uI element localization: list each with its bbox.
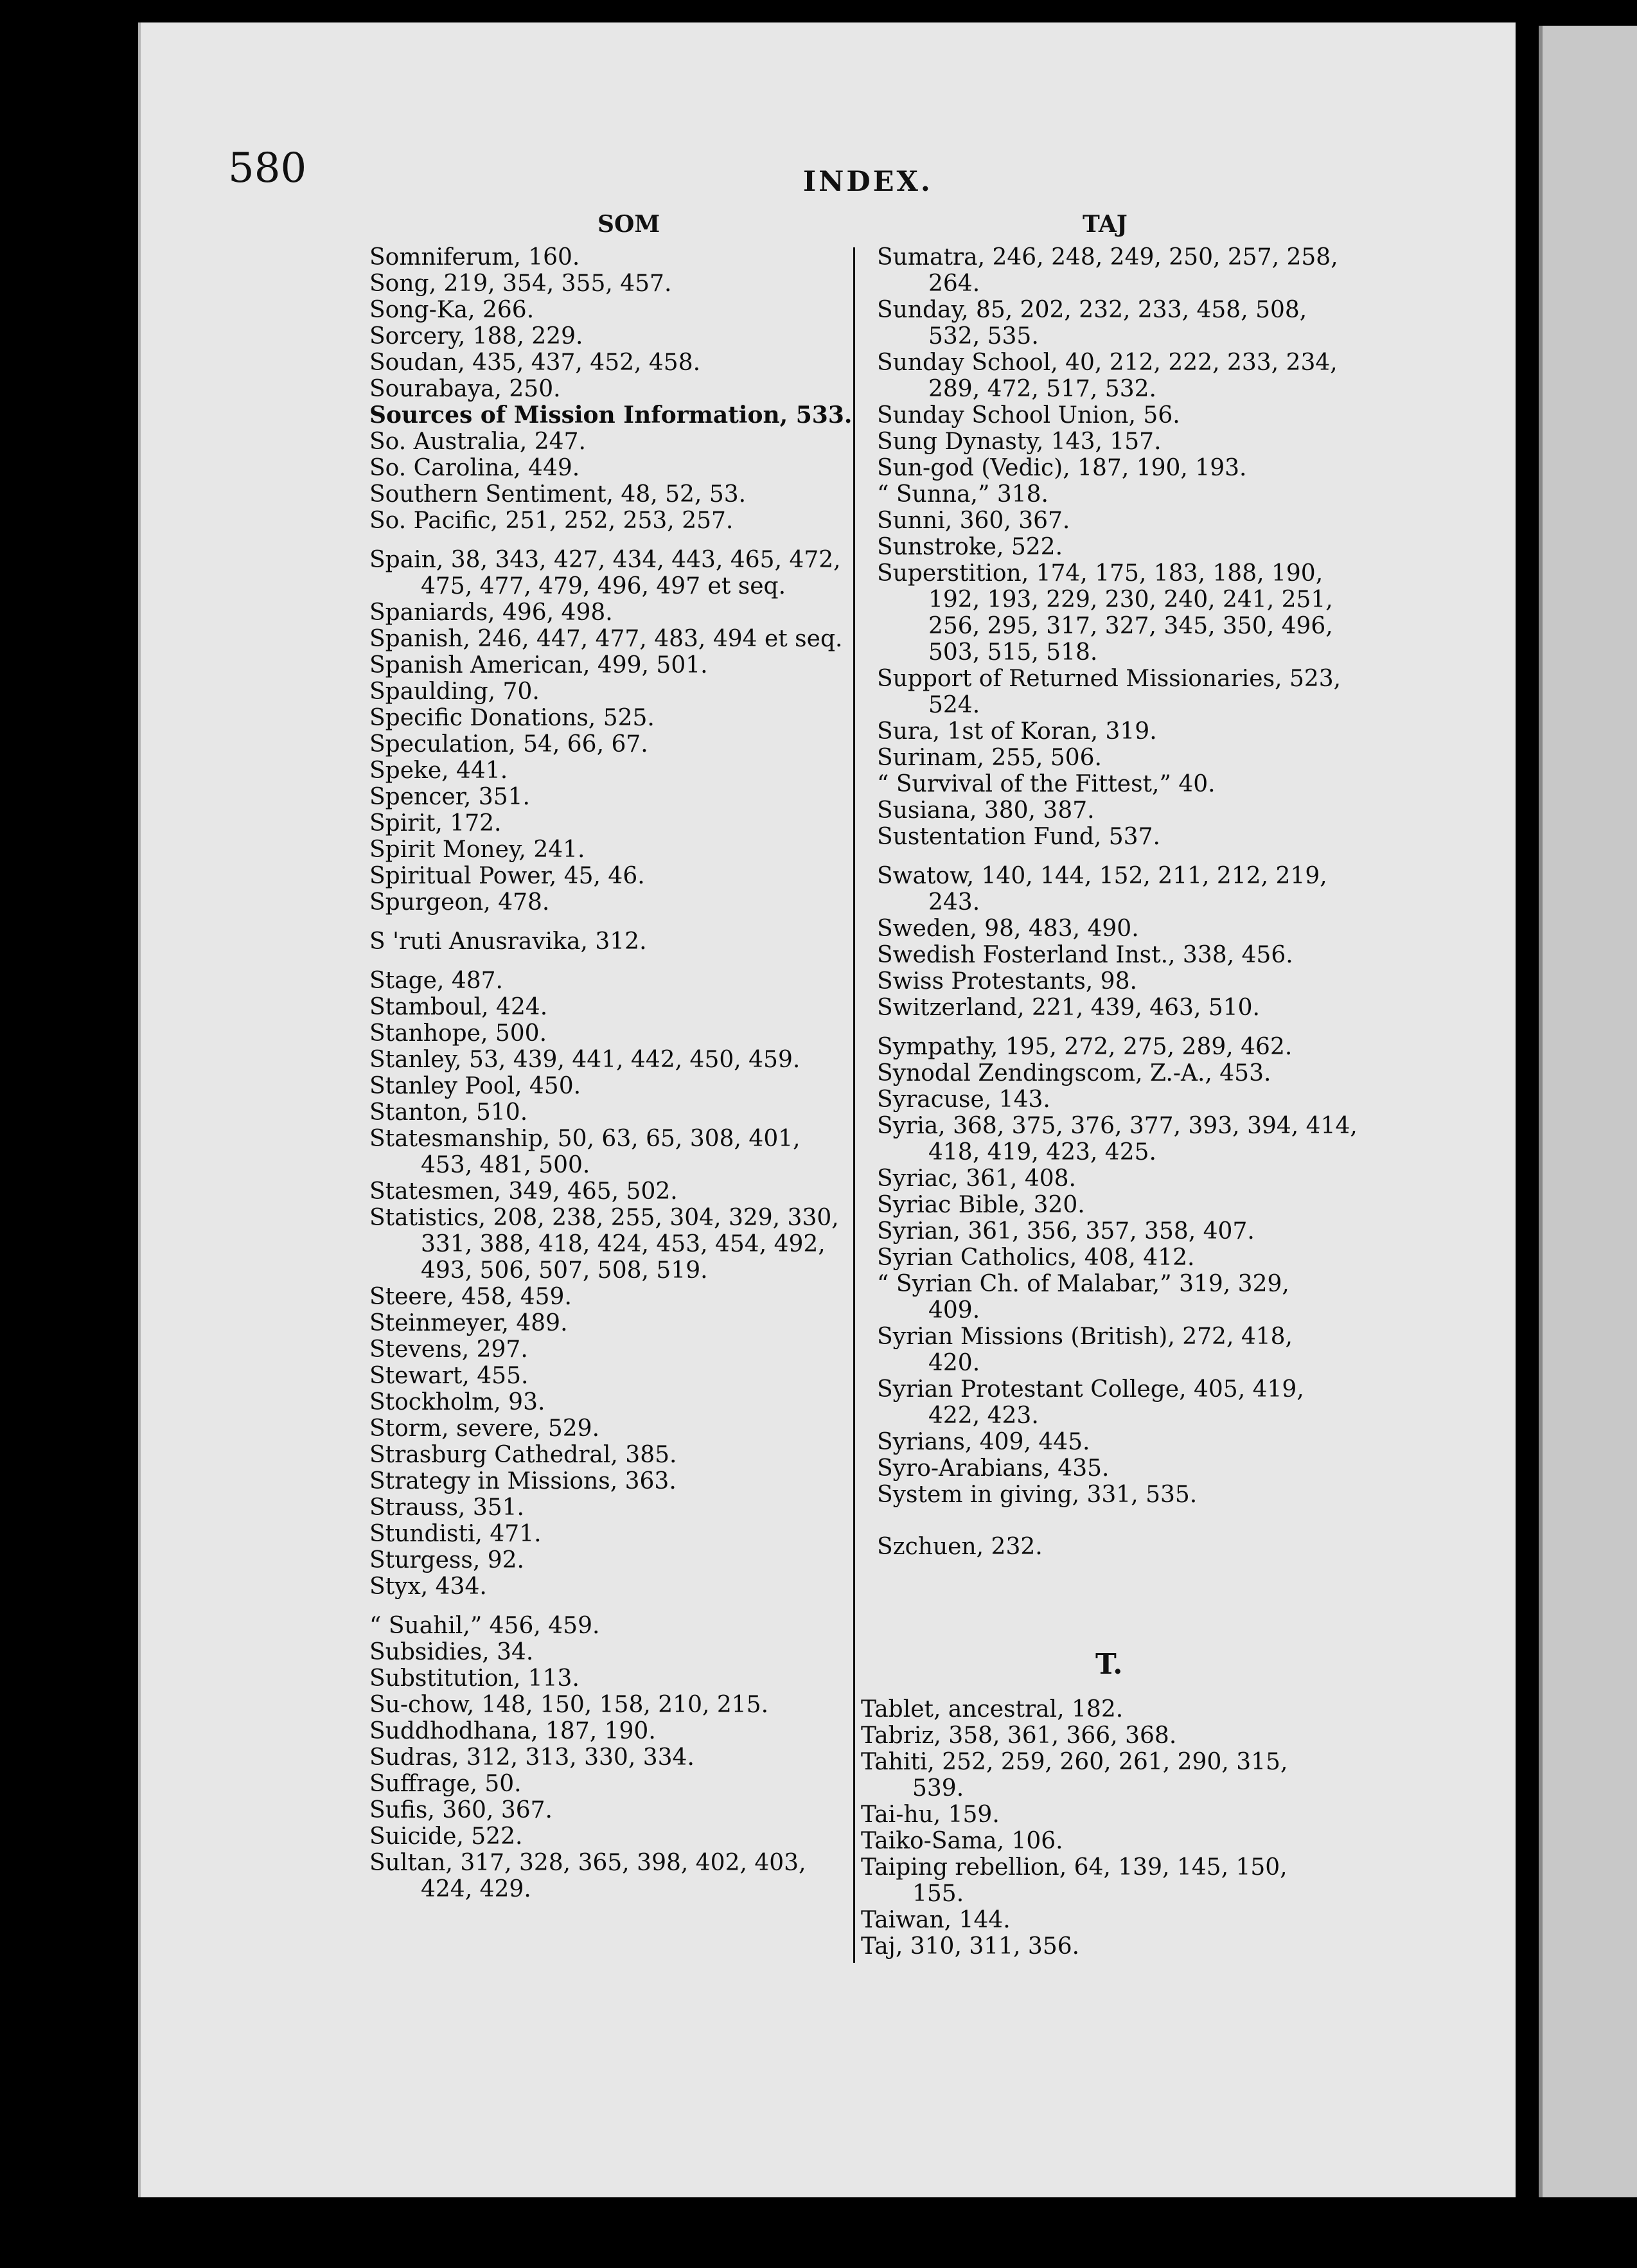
index-entry: Syrians, 409, 445. (877, 1429, 1090, 1455)
index-entry: Statesmanship, 50, 63, 65, 308, 401, (369, 1126, 801, 1152)
index-entry: Syria, 368, 375, 376, 377, 393, 394, 414, (877, 1113, 1358, 1139)
index-entry-continuation: 264. (928, 270, 980, 297)
page-number: 580 (228, 145, 307, 192)
index-entry: Subsidies, 34. (369, 1639, 534, 1665)
index-entry-continuation: 503, 515, 518. (928, 639, 1098, 666)
index-entry: Stage, 487. (369, 968, 503, 994)
right-index-column (877, 244, 1378, 1560)
index-entry: Sweden, 98, 483, 490. (877, 916, 1139, 942)
index-entry: Spencer, 351. (369, 784, 530, 810)
index-entry: Sources of Mission Information, 533. (369, 402, 853, 429)
index-entry-continuation: 192, 193, 229, 230, 240, 241, 251, (928, 587, 1333, 613)
index-entry: Swedish Fosterland Inst., 338, 456. (877, 942, 1293, 968)
index-entry: Spurgeon, 478. (369, 889, 550, 916)
index-entry: Substitution, 113. (369, 1665, 580, 1692)
index-entry: Syro-Arabians, 435. (877, 1455, 1110, 1482)
index-entry: S 'ruti Anusravika, 312. (369, 928, 647, 955)
index-entry: Su-chow, 148, 150, 158, 210, 215. (369, 1692, 769, 1718)
t-index-column (861, 1696, 1287, 1960)
index-entry-continuation: 532, 535. (928, 323, 1039, 350)
index-entry: Speculation, 54, 66, 67. (369, 731, 648, 757)
index-entry: Strasburg Cathedral, 385. (369, 1442, 677, 1468)
index-entry: Sultan, 317, 328, 365, 398, 402, 403, (369, 1850, 806, 1876)
left-column-head: SOM (597, 211, 660, 238)
index-entry: Syrian, 361, 356, 357, 358, 407. (877, 1218, 1255, 1245)
index-entry: Swiss Protestants, 98. (877, 968, 1137, 995)
index-entry: Surinam, 255, 506. (877, 745, 1102, 771)
index-entry: Spaniards, 496, 498. (369, 599, 613, 626)
facing-page-edge (1539, 26, 1637, 2197)
index-entry-continuation: 420. (928, 1350, 980, 1376)
index-entry-continuation: 289, 472, 517, 532. (928, 376, 1156, 402)
index-entry: Southern Sentiment, 48, 52, 53. (369, 481, 747, 508)
index-entry-continuation: 409. (928, 1297, 980, 1324)
index-entry: Steinmeyer, 489. (369, 1310, 568, 1336)
index-entry: Stundisti, 471. (369, 1521, 542, 1547)
index-entry: System in giving, 331, 535. (877, 1482, 1198, 1508)
page-title: INDEX. (803, 166, 933, 198)
index-entry: Taiko-Sama, 106. (861, 1828, 1063, 1854)
index-entry: Suicide, 522. (369, 1823, 523, 1850)
index-entry: Support of Returned Missionaries, 523, (877, 666, 1341, 692)
index-entry-continuation: 493, 506, 507, 508, 519. (421, 1257, 708, 1284)
index-entry: Synodal Zendingscom, Z.-A., 453. (877, 1060, 1271, 1086)
index-entry: Tahiti, 252, 259, 260, 261, 290, 315, (861, 1749, 1288, 1775)
index-entry: Somniferum, 160. (369, 244, 580, 270)
index-entry-continuation: 539. (912, 1775, 964, 1802)
index-entry: Stanhope, 500. (369, 1020, 547, 1047)
index-entry: “ Suahil,” 456, 459. (369, 1613, 600, 1639)
index-entry-continuation: 422, 423. (928, 1403, 1039, 1429)
index-entry: Syrian Catholics, 408, 412. (877, 1245, 1195, 1271)
index-entry: Stevens, 297. (369, 1336, 528, 1363)
index-entry: Statesmen, 349, 465, 502. (369, 1178, 678, 1205)
index-entry-continuation: 331, 388, 418, 424, 453, 454, 492, (421, 1231, 826, 1257)
index-entry: Syriac, 361, 408. (877, 1165, 1076, 1192)
index-entry: Spaulding, 70. (369, 678, 540, 705)
index-entry: Sumatra, 246, 248, 249, 250, 257, 258, (877, 244, 1338, 270)
index-entry: Switzerland, 221, 439, 463, 510. (877, 995, 1260, 1021)
index-entry: So. Australia, 247. (369, 429, 586, 455)
index-entry-continuation: 424, 429. (421, 1876, 531, 1902)
index-entry: Storm, severe, 529. (369, 1415, 600, 1442)
index-entry: Spirit Money, 241. (369, 837, 585, 863)
index-entry-continuation: 524. (928, 692, 980, 718)
index-entry: Statistics, 208, 238, 255, 304, 329, 330, (369, 1205, 839, 1231)
index-entry: Stockholm, 93. (369, 1389, 545, 1415)
index-entry: Swatow, 140, 144, 152, 211, 212, 219, (877, 863, 1327, 889)
index-entry-continuation: 453, 481, 500. (421, 1152, 590, 1178)
left-index-column (369, 244, 853, 1902)
index-entry: Taj, 310, 311, 356. (861, 1933, 1080, 1960)
index-entry: Spiritual Power, 45, 46. (369, 863, 645, 889)
index-entry: So. Carolina, 449. (369, 455, 580, 481)
index-entry: Tabriz, 358, 361, 366, 368. (861, 1723, 1177, 1749)
index-entry: Styx, 434. (369, 1573, 487, 1600)
index-entry: Szchuen, 232. (877, 1534, 1043, 1560)
index-entry: Tai-hu, 159. (861, 1802, 1000, 1828)
index-entry: Strauss, 351. (369, 1494, 524, 1521)
section-letter-heading: T. (1095, 1648, 1123, 1681)
column-divider (853, 247, 855, 1963)
index-entry: “ Survival of the Fittest,” 40. (877, 771, 1216, 797)
index-entry: Sung Dynasty, 143, 157. (877, 429, 1162, 455)
index-entry: Sunday, 85, 202, 232, 233, 458, 508, (877, 297, 1307, 323)
index-entry: Spanish, 246, 447, 477, 483, 494 et seq. (369, 626, 843, 652)
index-entry: Speke, 441. (369, 757, 508, 784)
index-entry: Soudan, 435, 437, 452, 458. (369, 350, 701, 376)
index-entry: Stanley, 53, 439, 441, 442, 450, 459. (369, 1047, 801, 1073)
index-entry: Stamboul, 424. (369, 994, 548, 1020)
index-entry: Superstition, 174, 175, 183, 188, 190, (877, 560, 1323, 587)
index-entry: Syriac Bible, 320. (877, 1192, 1085, 1218)
index-entry: Syrian Protestant College, 405, 419, (877, 1376, 1304, 1403)
index-entry: “ Syrian Ch. of Malabar,” 319, 329, (877, 1271, 1289, 1297)
index-entry: “ Sunna,” 318. (877, 481, 1049, 508)
index-entry: Sunstroke, 522. (877, 534, 1063, 560)
index-entry: Stanton, 510. (369, 1099, 528, 1126)
index-entry: Sura, 1st of Koran, 319. (877, 718, 1157, 745)
index-entry: Taiping rebellion, 64, 139, 145, 150, (861, 1854, 1287, 1881)
index-entry: Stewart, 455. (369, 1363, 529, 1389)
index-entry: Tablet, ancestral, 182. (861, 1696, 1124, 1723)
index-entry: Sunday School, 40, 212, 222, 233, 234, (877, 350, 1338, 376)
index-entry: Spirit, 172. (369, 810, 502, 837)
index-entry: Sunday School Union, 56. (877, 402, 1180, 429)
index-entry-continuation: 155. (912, 1881, 964, 1907)
index-entry-continuation: 418, 419, 423, 425. (928, 1139, 1156, 1165)
index-entry: Song-Ka, 266. (369, 297, 535, 323)
index-entry: Stanley Pool, 450. (369, 1073, 581, 1099)
index-entry: Spain, 38, 343, 427, 434, 443, 465, 472, (369, 547, 841, 573)
index-entry-continuation: 243. (928, 889, 980, 916)
index-entry: Sturgess, 92. (369, 1547, 524, 1573)
index-entry: Susiana, 380, 387. (877, 797, 1095, 824)
index-entry: Sympathy, 195, 272, 275, 289, 462. (877, 1034, 1293, 1060)
index-entry: Sorcery, 188, 229. (369, 323, 583, 350)
index-entry: Syrian Missions (British), 272, 418, (877, 1324, 1293, 1350)
index-entry: Sunni, 360, 367. (877, 508, 1070, 534)
index-entry: Syracuse, 143. (877, 1086, 1050, 1113)
right-column-head: TAJ (1083, 211, 1128, 238)
index-entry: Sufis, 360, 367. (369, 1797, 553, 1823)
index-entry-continuation: 256, 295, 317, 327, 345, 350, 496, (928, 613, 1333, 639)
index-entry: Song, 219, 354, 355, 457. (369, 270, 672, 297)
index-entry: Sun-god (Vedic), 187, 190, 193. (877, 455, 1247, 481)
index-entry: So. Pacific, 251, 252, 253, 257. (369, 508, 734, 534)
index-entry: Specific Donations, 525. (369, 705, 655, 731)
index-entry: Strategy in Missions, 363. (369, 1468, 677, 1494)
index-entry: Suffrage, 50. (369, 1771, 522, 1797)
index-entry: Sudras, 312, 313, 330, 334. (369, 1744, 695, 1771)
index-entry: Sustentation Fund, 537. (877, 824, 1160, 850)
index-entry: Sourabaya, 250. (369, 376, 561, 402)
index-entry: Taiwan, 144. (861, 1907, 1011, 1933)
index-entry-continuation: 475, 477, 479, 496, 497 et seq. (421, 573, 786, 599)
index-entry: Spanish American, 499, 501. (369, 652, 708, 678)
index-entry: Steere, 458, 459. (369, 1284, 572, 1310)
index-entry: Suddhodhana, 187, 190. (369, 1718, 656, 1744)
